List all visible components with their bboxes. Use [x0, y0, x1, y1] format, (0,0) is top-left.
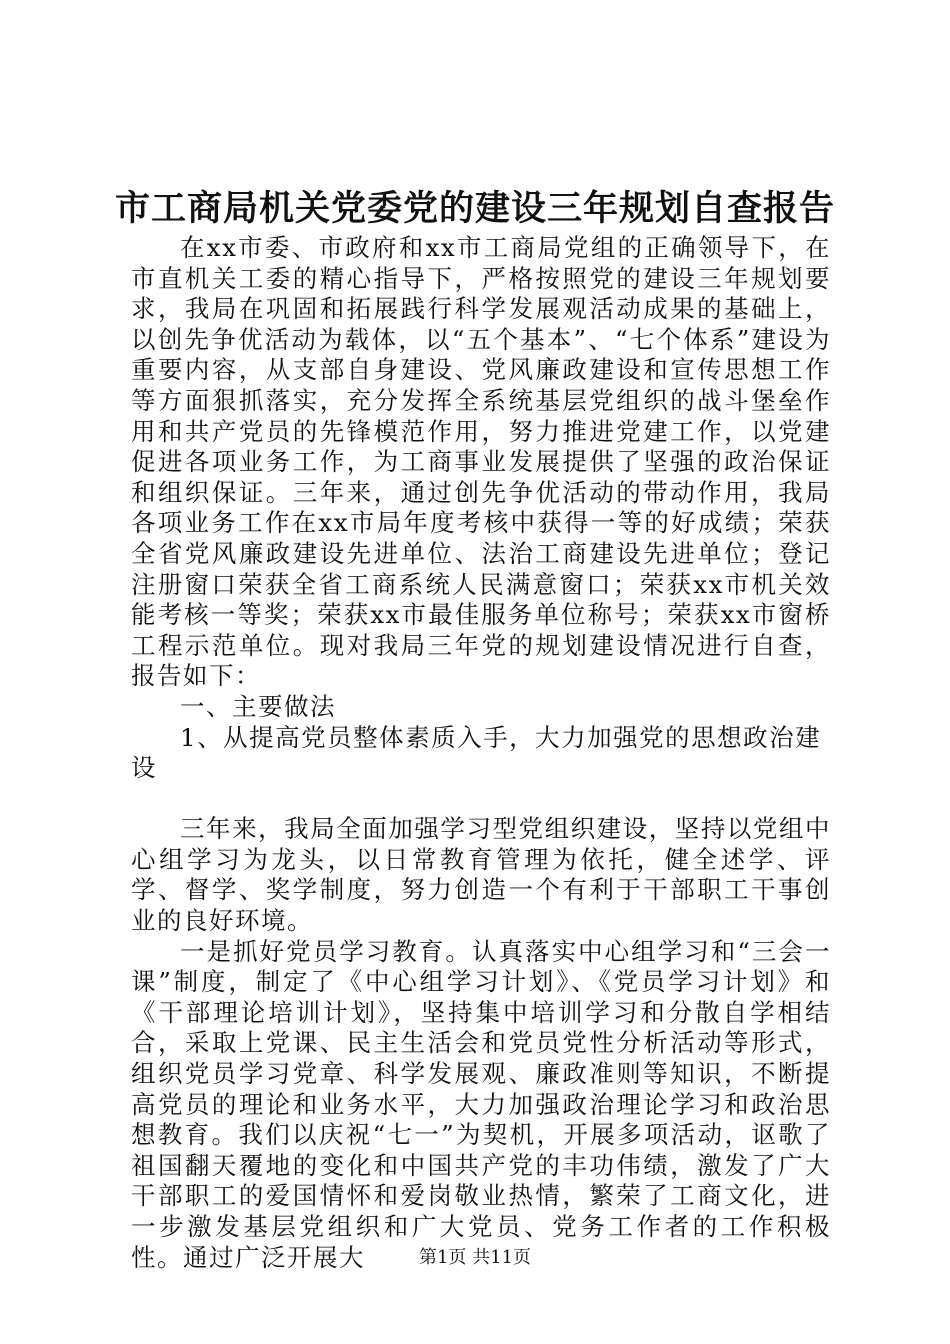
page-number-footer: 第1页 共11页 [418, 1247, 532, 1268]
section-heading-main-practices: 一、主要做法 [180, 691, 336, 721]
paragraph-spacer [131, 784, 831, 815]
study-organization-paragraph: 三年来，我局全面加强学习型党组织建设，坚持以党组中心组学习为龙头，以日常教育管理为依托，健全述学、评学、督学、奖学制度，努力创造一个有利于干部职工干事创业的良好环境。 [131, 814, 831, 936]
intro-paragraph: 在xx市委、市政府和xx市工商局党组的正确领导下，在市直机关工委的精心指导下，严格按照党的建设三年规划要求，我局在巩固和拓展践行科学发展观活动成果的基础上，以创先争优活动为载体，以“五个基本”、“七个体系”建设为重要内容，从支部自身建设、党风廉政建设和宣传思想工作等方面狠抓落实，充分发挥全系统基层党组织的战斗堡垒作用和共产党员的先锋模范作用，努力推进党建工作，以党建促进各项业务工作，为工商事业发展提供了坚强的政治保证和组织保证。三年来，通过创先争优活动的带动作用，我局各项业务工作在xx市局年度考核中获得一等的好成绩；荣获全省党风廉政建设先进单位、法治工商建设先进单位；登记注册窗口荣获全省工商系统人民满意窗口；荣获xx市机关效能考核一等奖；荣获xx市最佳服务单位称号；荣获xx市窗桥工程示范单位。现对我局三年党的规划建设情况进行自查，报告如下： [131, 233, 831, 691]
document-body [131, 233, 831, 1273]
document-title: 市工商局机关党委党的建设三年规划自查报告 [114, 188, 835, 229]
subsection-heading-1: 1、从提高党员整体素质入手，大力加强党的思想政治建设 [131, 722, 822, 783]
party-education-paragraph: 一是抓好党员学习教育。认真落实中心组学习和“三会一课”制度，制定了《中心组学习计划》、《党员学习计划》和《干部理论培训计划》，坚持集中培训学习和分散自学相结合，采取上党课、民主生活会和党员党性分析活动等形式，组织党员学习党章、科学发展观、廉政准则等知识，不断提高党员的理论和业务水平，大力加强政治理论学习和政治思想教育。我们以庆祝“七一”为契机，开展多项活动，讴歌了祖国翻天覆地的变化和中国共产党的丰功伟绩，激发了广大干部职工的爱国情怀和爱岗敬业热情，繁荣了工商文化，进一步激发基层党组织和广大党员、党务工作者的工作积极性。通过广泛开展大 [131, 936, 831, 1272]
